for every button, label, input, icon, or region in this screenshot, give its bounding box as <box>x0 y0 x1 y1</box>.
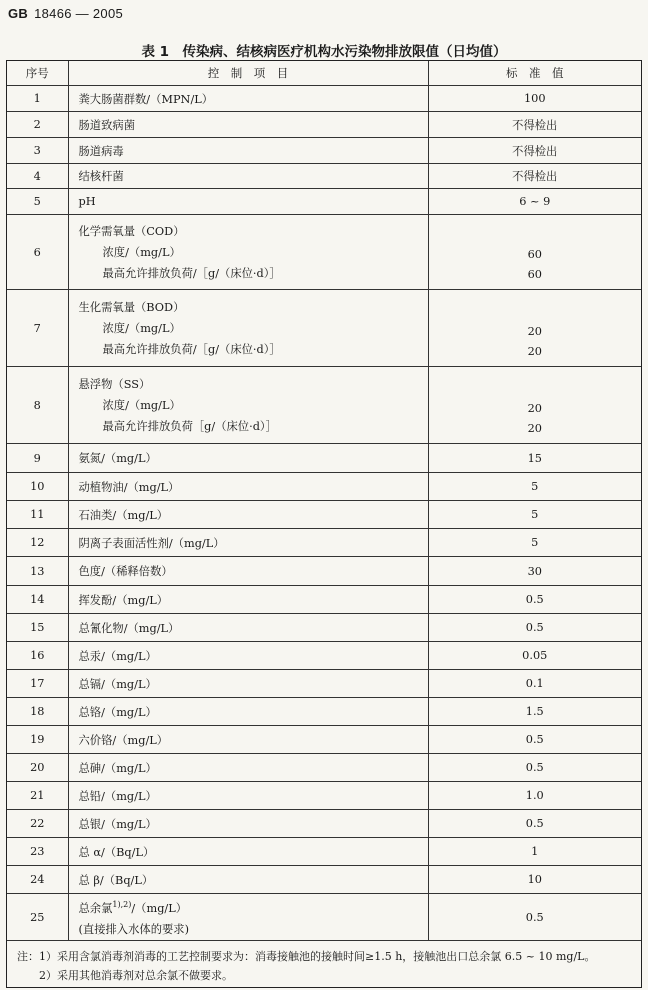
table-row <box>7 614 641 642</box>
row-subitem: 浓度/（mg/L） <box>102 398 181 412</box>
row-value-group <box>428 367 641 444</box>
row-item: 色度/（稀释倍数） <box>68 557 428 586</box>
row-value: 0.5 <box>428 894 641 941</box>
row-no: 20 <box>7 754 68 782</box>
row-subitem: 浓度/（mg/L） <box>102 321 181 335</box>
row-no: 24 <box>7 866 68 894</box>
table-row <box>7 290 641 367</box>
table-row <box>7 86 641 112</box>
table-row <box>7 444 641 473</box>
emission-limits-table <box>6 60 642 988</box>
row-value: 100 <box>428 86 641 112</box>
table-row <box>7 164 641 189</box>
row-item: 总汞/（mg/L） <box>68 642 428 670</box>
table-row <box>7 782 641 810</box>
note-2: 2）采用其他消毒剂对总余氯不做要求。 <box>39 969 233 982</box>
table-row <box>7 557 641 586</box>
row-subitem: 最高允许排放负荷/［g/（床位·d）］ <box>102 342 281 356</box>
row-subitem: 最高允许排放负荷/［g/（床位·d）］ <box>102 266 281 280</box>
row-value: 0.05 <box>428 642 641 670</box>
row-no: 16 <box>7 642 68 670</box>
row-value-group <box>428 215 641 290</box>
row-no: 22 <box>7 810 68 838</box>
row-item: 肠道病毒 <box>68 138 428 164</box>
row-no: 7 <box>7 290 68 367</box>
row-no: 18 <box>7 698 68 726</box>
row-value: 1.0 <box>428 782 641 810</box>
row-item: 总铅/（mg/L） <box>68 782 428 810</box>
row-item: 肠道致病菌 <box>68 112 428 138</box>
row-no: 9 <box>7 444 68 473</box>
row-subitem: 浓度/（mg/L） <box>102 245 181 259</box>
row-no: 11 <box>7 501 68 529</box>
row-no: 14 <box>7 586 68 614</box>
row-no: 23 <box>7 838 68 866</box>
table-row <box>7 501 641 529</box>
row-no: 8 <box>7 367 68 444</box>
row-value: 5 <box>428 501 641 529</box>
row-item: 动植物油/（mg/L） <box>68 473 428 501</box>
row-value: 5 <box>428 473 641 501</box>
row-item: 总铬/（mg/L） <box>68 698 428 726</box>
row-value: 6 ~ 9 <box>428 189 641 215</box>
table-row <box>7 473 641 501</box>
row-value: 0.5 <box>428 586 641 614</box>
row-value: 0.5 <box>428 810 641 838</box>
row-no: 6 <box>7 215 68 290</box>
table-row <box>7 754 641 782</box>
table-row <box>7 866 641 894</box>
row-item: 总氰化物/（mg/L） <box>68 614 428 642</box>
col-header-item: 控 制 项 目 <box>68 61 428 86</box>
note-1: 注：1）采用含氯消毒剂消毒的工艺控制要求为：消毒接触池的接触时间≥1.5 h，接触池出口总余氯 6.5 ~ 10 mg/L。 <box>17 950 596 963</box>
col-header-no: 序号 <box>7 61 68 86</box>
row-item: 石油类/（mg/L） <box>68 501 428 529</box>
row-item: 总 α/（Bq/L） <box>68 838 428 866</box>
row-item: pH <box>68 189 428 215</box>
row-item: 生化需氧量（BOD） <box>78 300 185 314</box>
row-item: 化学需氧量（COD） <box>78 224 185 238</box>
standard-number: 18466 — 2005 <box>34 6 124 21</box>
row-subitem: 最高允许排放负荷［g/（床位·d）］ <box>102 419 277 433</box>
row-value: 0.5 <box>428 754 641 782</box>
row-subitem: (直接排入水体的要求) <box>78 922 189 936</box>
table-row <box>7 586 641 614</box>
row-value: 20 <box>527 325 542 338</box>
row-no: 5 <box>7 189 68 215</box>
row-value: 20 <box>527 422 542 435</box>
col-header-value: 标 准 值 <box>428 61 641 86</box>
row-no: 13 <box>7 557 68 586</box>
row-value: 5 <box>428 529 641 557</box>
row-value: 不得检出 <box>428 112 641 138</box>
row-item-group <box>68 894 428 941</box>
row-item-group <box>68 290 428 367</box>
row-no: 2 <box>7 112 68 138</box>
table-row <box>7 838 641 866</box>
table-row <box>7 189 641 215</box>
row-value: 不得检出 <box>428 164 641 189</box>
row-value-group <box>428 290 641 367</box>
row-item: 阴离子表面活性剂/（mg/L） <box>68 529 428 557</box>
row-value: 10 <box>428 866 641 894</box>
row-value: 30 <box>428 557 641 586</box>
row-value: 1 <box>428 838 641 866</box>
table-row <box>7 367 641 444</box>
row-no: 10 <box>7 473 68 501</box>
row-no: 17 <box>7 670 68 698</box>
row-value: 1.5 <box>428 698 641 726</box>
row-no: 21 <box>7 782 68 810</box>
row-no: 19 <box>7 726 68 754</box>
row-item-group <box>68 215 428 290</box>
row-value: 20 <box>527 345 542 358</box>
row-no: 25 <box>7 894 68 941</box>
row-item: 悬浮物（SS） <box>78 377 151 391</box>
table-row <box>7 726 641 754</box>
row-no: 1 <box>7 86 68 112</box>
table-title: 表 1 传染病、结核病医疗机构水污染物排放限值（日均值） <box>141 44 507 60</box>
row-item-unit: /（mg/L） <box>131 901 188 915</box>
row-item: 总余氯 <box>78 901 113 915</box>
row-item: 总砷/（mg/L） <box>68 754 428 782</box>
table-row <box>7 698 641 726</box>
table-row <box>7 810 641 838</box>
table-row <box>7 642 641 670</box>
table-notes <box>7 941 641 989</box>
row-item: 结核杆菌 <box>68 164 428 189</box>
row-item: 总 β/（Bq/L） <box>68 866 428 894</box>
row-value: 不得检出 <box>428 138 641 164</box>
row-no: 4 <box>7 164 68 189</box>
table-row <box>7 670 641 698</box>
row-no: 15 <box>7 614 68 642</box>
row-value: 60 <box>527 248 542 261</box>
table-notes-row <box>7 941 641 989</box>
row-item: 挥发酚/（mg/L） <box>68 586 428 614</box>
row-value: 0.5 <box>428 614 641 642</box>
table-row <box>7 215 641 290</box>
table-row <box>7 529 641 557</box>
row-item: 六价铬/（mg/L） <box>68 726 428 754</box>
standard-prefix: GB <box>8 6 29 21</box>
row-item-group <box>68 367 428 444</box>
row-item-footnote-ref: 1),2) <box>112 900 132 910</box>
table-row <box>7 112 641 138</box>
table-row <box>7 894 641 941</box>
row-item: 氨氮/（mg/L） <box>68 444 428 473</box>
row-item: 粪大肠菌群数/（MPN/L） <box>68 86 428 112</box>
standard-code <box>8 6 123 21</box>
row-no: 3 <box>7 138 68 164</box>
row-no: 12 <box>7 529 68 557</box>
row-item: 总镉/（mg/L） <box>68 670 428 698</box>
row-value: 20 <box>527 402 542 415</box>
row-value: 60 <box>527 268 542 281</box>
row-value: 15 <box>428 444 641 473</box>
table-row <box>7 138 641 164</box>
row-value: 0.5 <box>428 726 641 754</box>
row-item-residual-chlorine <box>79 894 428 919</box>
row-item: 总银/（mg/L） <box>68 810 428 838</box>
row-value: 0.1 <box>428 670 641 698</box>
